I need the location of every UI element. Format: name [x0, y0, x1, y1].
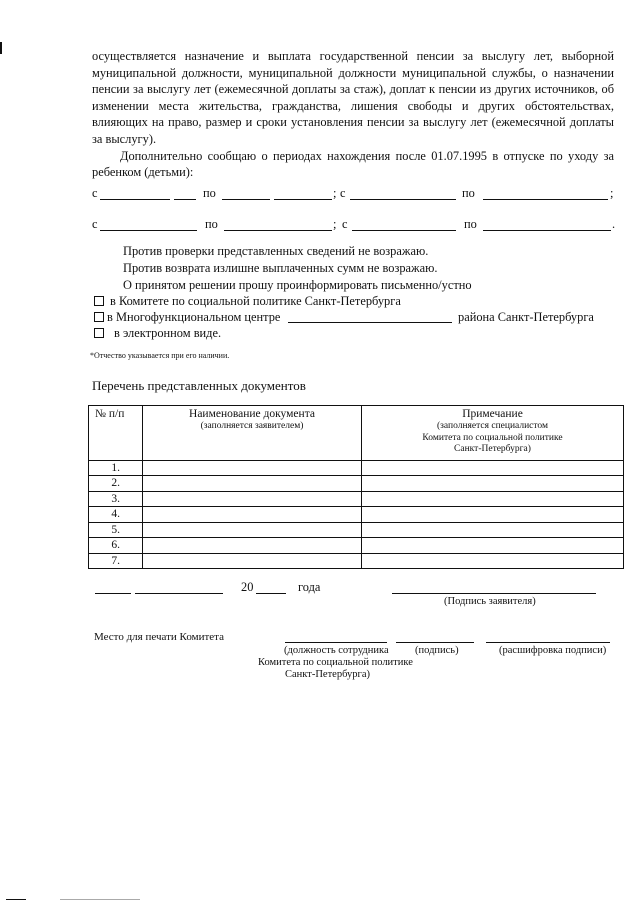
option-electronic-label: в электронном виде.: [114, 326, 222, 340]
body-text: [92, 48, 614, 181]
scan-edge-mark: [6, 899, 26, 900]
footnote: *Отчество указывается при его наличии.: [90, 351, 230, 360]
col-note-sub3: Санкт-Петербурга): [454, 444, 531, 454]
option-mfc-suffix: района Санкт-Петербурга: [458, 310, 594, 324]
document-cell[interactable]: [143, 476, 362, 492]
note-cell[interactable]: [362, 522, 624, 538]
note-cell[interactable]: [362, 491, 624, 507]
option-electronic[interactable]: [94, 326, 221, 341]
row-number: 1.: [89, 460, 143, 476]
employee-signature-field[interactable]: [396, 642, 474, 643]
period-from-field-2[interactable]: [352, 230, 456, 231]
position-caption: (должность сотрудника: [284, 645, 389, 656]
row-number: 4.: [89, 507, 143, 523]
col-note-header: [362, 406, 624, 461]
col-document-sub: (заполняется заявителем): [200, 421, 304, 431]
statement-no-objection-refund: Против возврата излишне выплаченных сумм не возражаю.: [123, 261, 438, 275]
position-caption-3: Санкт-Петербурга): [285, 669, 370, 680]
date-year-prefix: 20: [241, 580, 254, 594]
table-row: [89, 476, 624, 492]
row-number: 7.: [89, 553, 143, 569]
document-cell[interactable]: [143, 553, 362, 569]
period-to-label: по: [205, 217, 218, 231]
statement-inform-request: О принятом решении прошу проинформировать письменно/устно: [123, 278, 472, 292]
applicant-signature-field[interactable]: [392, 593, 596, 594]
period-from-field[interactable]: [100, 230, 197, 231]
period-to-field[interactable]: [224, 230, 332, 231]
period-from-label: с: [92, 217, 98, 231]
period-from-label: с: [92, 186, 98, 200]
document-cell[interactable]: [143, 507, 362, 523]
period-to-label: по: [203, 186, 216, 200]
period-to-field[interactable]: [222, 199, 270, 200]
period-from-field-2[interactable]: [174, 199, 196, 200]
row-number: 3.: [89, 491, 143, 507]
document-cell[interactable]: [143, 491, 362, 507]
mfc-district-field[interactable]: [288, 322, 452, 323]
col-note-sub1: (заполняется специалистом: [437, 421, 548, 431]
period-sep: ;: [333, 186, 337, 200]
option-committee[interactable]: [94, 294, 401, 309]
document-cell[interactable]: [143, 460, 362, 476]
employee-name-field[interactable]: [486, 642, 610, 643]
paragraph-childcare: Дополнительно сообщаю о периодах нахождения после 01.07.1995 в отпуске по уходу за ребенком (детьми):: [92, 148, 614, 180]
table-row: [89, 491, 624, 507]
date-day-field[interactable]: [95, 593, 131, 594]
period-from-field[interactable]: [100, 199, 170, 200]
option-mfc[interactable]: [94, 310, 280, 325]
date-year-field[interactable]: [256, 593, 286, 594]
table-row: [89, 553, 624, 569]
note-cell[interactable]: [362, 553, 624, 569]
checkbox-icon[interactable]: [94, 328, 104, 338]
table-row: [89, 507, 624, 523]
period-to-field-3[interactable]: [483, 199, 608, 200]
period-from-label-2: с: [342, 217, 348, 231]
period-to-label-2: по: [462, 186, 475, 200]
row-number: 2.: [89, 476, 143, 492]
statement-no-objection-check: Против проверки представленных сведений не возражаю.: [123, 244, 429, 258]
employee-position-field[interactable]: [285, 642, 387, 643]
note-cell[interactable]: [362, 460, 624, 476]
scan-edge-mark: [60, 899, 140, 900]
table-row: [89, 538, 624, 554]
applicant-signature-caption: (Подпись заявителя): [444, 596, 536, 607]
period-from-label-2: с: [340, 186, 346, 200]
scan-edge-mark: [0, 42, 2, 54]
row-number: 6.: [89, 538, 143, 554]
col-note-sub2: Комитета по социальной политике: [422, 432, 563, 443]
docs-section-title: Перечень представленных документов: [92, 378, 306, 393]
period-to-field-2[interactable]: [274, 199, 332, 200]
option-committee-label: в Комитете по социальной политике Санкт-Петербурга: [110, 294, 401, 308]
date-month-field[interactable]: [135, 593, 223, 594]
period-end: ;: [610, 186, 614, 200]
col-document-header: [143, 406, 362, 461]
table-row: [89, 460, 624, 476]
checkbox-icon[interactable]: [94, 296, 104, 306]
col-note-title: Примечание: [462, 408, 523, 420]
position-caption-2: Комитета по социальной политике: [258, 657, 413, 668]
period-to-label-2: по: [464, 217, 477, 231]
row-number: 5.: [89, 522, 143, 538]
checkbox-icon[interactable]: [94, 312, 104, 322]
option-mfc-label: в Многофункциональном центре: [107, 310, 281, 324]
period-sep: ;: [333, 217, 337, 231]
table-header: [89, 406, 624, 461]
col-number-header: № п/п: [89, 406, 143, 461]
date-year-suffix: года: [298, 580, 321, 594]
paragraph-main: осуществляется назначение и выплата государственной пенсии за выслугу лет, выборной муниципальной должности, муниципальной должности муниципальной службы, о назначении пенсии за выслугу лет (ежемесячной доплаты за стаж), доплат к пенсии из других источников, об изменении места жительства, гражданства, лишения свободы и других обстоятельствах, влияющих на право, размер и сроки установления пенсии за выслугу лет (ежемесячной доплаты за выслугу).: [92, 49, 614, 146]
note-cell[interactable]: [362, 538, 624, 554]
period-from-field-3[interactable]: [350, 199, 456, 200]
document-cell[interactable]: [143, 538, 362, 554]
note-cell[interactable]: [362, 507, 624, 523]
table-row: [89, 522, 624, 538]
note-cell[interactable]: [362, 476, 624, 492]
document-cell[interactable]: [143, 522, 362, 538]
stamp-place-label: Место для печати Комитета: [94, 631, 224, 643]
sign-caption: (подпись): [415, 645, 459, 656]
period-end: .: [612, 217, 616, 231]
decode-caption: (расшифровка подписи): [499, 645, 607, 656]
col-document-title: Наименование документа: [189, 408, 315, 420]
period-to-field-2[interactable]: [483, 230, 611, 231]
documents-table: [88, 405, 624, 569]
